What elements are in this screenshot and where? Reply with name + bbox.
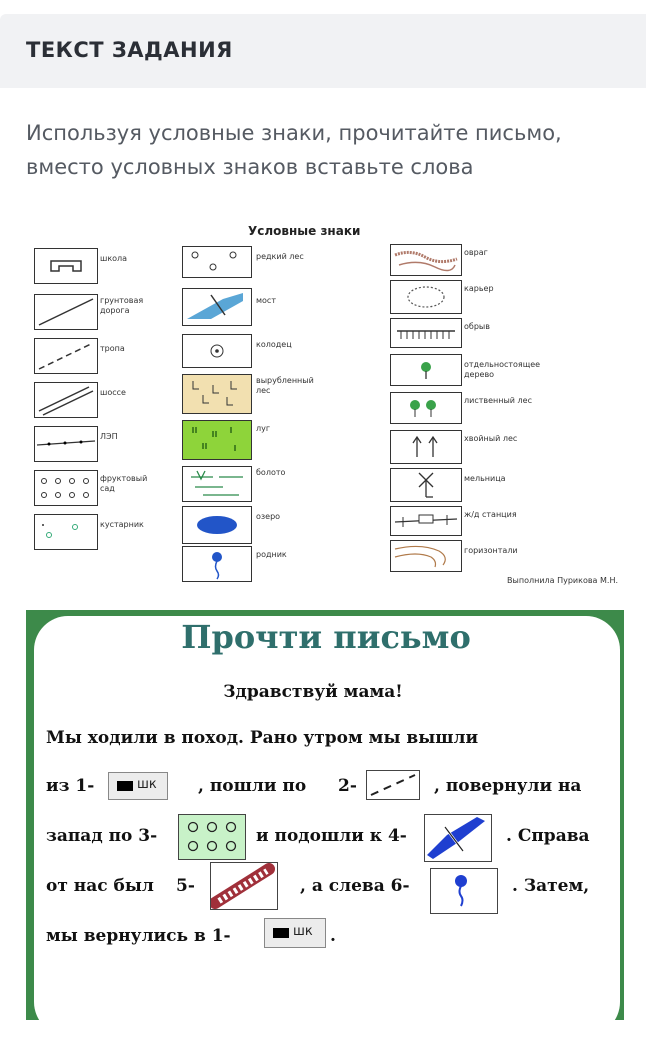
task-header [0, 14, 646, 88]
legend-label: карьер [464, 284, 494, 293]
path-symbol-2 [366, 770, 420, 800]
path-symbol [34, 338, 98, 374]
legend-label: хвойный лес [464, 434, 518, 443]
letter-line-4-c: , а слева 6- [300, 876, 410, 896]
task-header-title: ТЕКСТ ЗАДАНИЯ [26, 38, 233, 62]
shrub-symbol [34, 514, 98, 550]
bridge-symbol-4 [424, 814, 492, 862]
legend-author: Выполнила Пурикова М.Н. [507, 576, 618, 585]
cleared-forest-symbol [182, 374, 252, 414]
legend-label: фруктовый сад [100, 474, 148, 493]
ravine-symbol [390, 244, 462, 276]
task-text: Используя условные знаки, прочитайте письмо, вместо условных знаков вставьте слова [26, 121, 562, 179]
cliff-symbol [390, 318, 462, 348]
legend-label: ж/д станция [464, 510, 517, 519]
coniferous-forest-symbol [390, 430, 462, 464]
legend-label: мельница [464, 474, 506, 483]
school-symbol [34, 248, 98, 284]
letter-line-4-a: от нас был [46, 876, 154, 896]
school-abbrev: шк [137, 777, 157, 792]
railway-station-symbol [390, 506, 462, 536]
legend-label: обрыв [464, 322, 490, 331]
legend-label: овраг [464, 248, 488, 257]
ravine-symbol-5 [210, 862, 278, 910]
bridge-symbol [182, 288, 252, 326]
school-abbrev: шк [293, 924, 313, 939]
legend-label: колодец [256, 340, 292, 349]
legend-label: редкий лес [256, 252, 304, 261]
dirt-road-symbol [34, 294, 98, 330]
legend-label: школа [100, 254, 128, 263]
legend-label: отдельностоящее дерево [464, 360, 541, 379]
legend-label: озеро [256, 512, 281, 521]
windmill-symbol [390, 468, 462, 502]
deciduous-forest-symbol [390, 392, 462, 424]
letter-line-3-c: . Справа [506, 826, 590, 846]
legend-image [30, 222, 626, 592]
school-symbol-1b [264, 918, 326, 948]
letter-line-2-c: 2- [338, 776, 357, 796]
legend-label: родник [256, 550, 287, 559]
letter-card [34, 616, 620, 1020]
legend-label: ЛЭП [100, 432, 118, 441]
orchard-symbol [34, 470, 98, 506]
letter-line-4-b: 5- [176, 876, 195, 896]
legend-label: луг [256, 424, 271, 433]
legend-label: мост [256, 296, 276, 305]
meadow-symbol [182, 420, 252, 460]
school-symbol-1 [108, 772, 168, 800]
orchard-symbol-3 [178, 814, 246, 860]
spring-symbol [182, 546, 252, 582]
legend-label: тропа [100, 344, 125, 353]
letter-line-1: Мы ходили в поход. Рано утром мы вышли [46, 728, 479, 748]
letter-line-2-d: , повернули на [434, 776, 582, 796]
letter-line-2-a: из 1- [46, 776, 95, 796]
legend-label: болото [256, 468, 286, 477]
spring-symbol-6 [430, 868, 498, 914]
letter-line-3-b: и подошли к 4- [256, 826, 407, 846]
sparse-forest-symbol [182, 246, 252, 278]
letter-line-5-b: . [330, 926, 336, 946]
quarry-symbol [390, 280, 462, 314]
letter-greeting: Здравствуй мама! [223, 682, 403, 702]
letter-line-4-d: . Затем, [512, 876, 590, 896]
lone-tree-symbol [390, 354, 462, 386]
lake-symbol [182, 506, 252, 544]
well-symbol [182, 334, 252, 368]
legend-label: шоссе [100, 388, 126, 397]
legend-label: лиственный лес [464, 396, 532, 405]
legend-label: кустарник [100, 520, 144, 529]
contour-lines-symbol [390, 540, 462, 572]
legend-label: вырубленный лес [256, 376, 314, 395]
letter-line-2-b: , пошли по [198, 776, 307, 796]
legend-label: горизонтали [464, 546, 518, 555]
letter-line-5-a: мы вернулись в 1- [46, 926, 231, 946]
legend-label: грунтовая дорога [100, 296, 144, 315]
highway-symbol [34, 382, 98, 418]
letter-frame [26, 610, 624, 1020]
swamp-symbol [182, 466, 252, 502]
legend-title: Условные знаки [248, 224, 361, 238]
power-line-symbol [34, 426, 98, 462]
letter-title: Прочти письмо [181, 618, 471, 656]
letter-line-3-a: запад по 3- [46, 826, 158, 846]
